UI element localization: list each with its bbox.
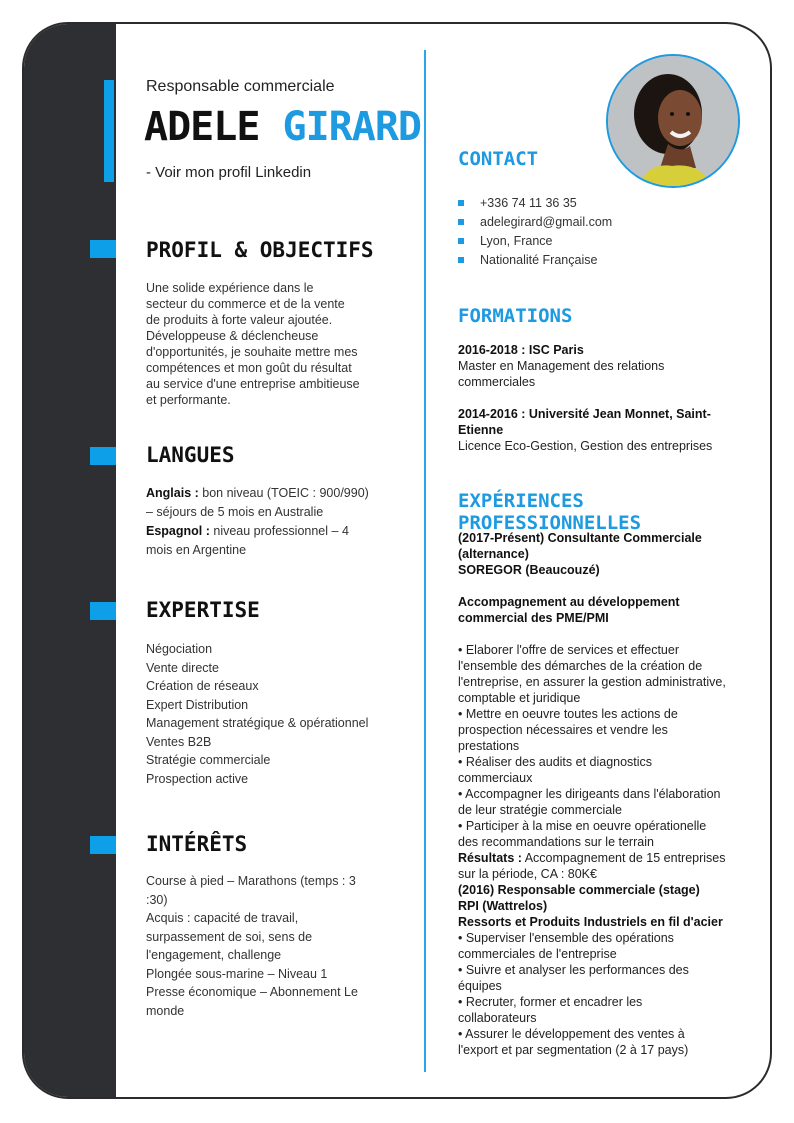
experience-line: • Réaliser des audits et diagnostics bbox=[458, 755, 653, 769]
formation-1-line: Master en Management des relations bbox=[458, 359, 665, 373]
espagnol-text-2: mois en Argentine bbox=[146, 543, 247, 557]
expertise-item: Création de réseaux bbox=[146, 679, 259, 693]
langues-marker bbox=[90, 447, 116, 465]
experience-2 bbox=[458, 882, 748, 1058]
anglais-line bbox=[146, 484, 378, 503]
profil-line: au service d'une entreprise ambitieuse bbox=[146, 377, 360, 391]
espagnol-label: Espagnol : bbox=[146, 524, 210, 538]
espagnol-line bbox=[146, 522, 378, 541]
experience-line: • Mettre en oeuvre toutes les actions de bbox=[458, 707, 678, 721]
anglais-text: bon niveau (TOEIC : 900/990) bbox=[198, 486, 369, 500]
resultats-label: Résultats : bbox=[458, 851, 522, 865]
profil-marker bbox=[90, 240, 116, 258]
experience-line: • Recruter, former et encadrer les bbox=[458, 995, 643, 1009]
experience-line bbox=[458, 578, 748, 594]
experience-line bbox=[458, 626, 748, 642]
expertise-item: Stratégie commerciale bbox=[146, 753, 271, 767]
anglais-text-2: – séjours de 5 mois en Australie bbox=[146, 505, 324, 519]
expertise-item: Prospection active bbox=[146, 771, 249, 786]
linkedin-link[interactable]: - Voir mon profil Linkedin bbox=[146, 164, 312, 181]
experience-line: l'entreprise, en assurer la gestion administrative, bbox=[458, 675, 726, 689]
formation-1 bbox=[458, 342, 748, 390]
contact-nationality-text: Nationalité Française bbox=[480, 253, 598, 267]
contact-phone[interactable] bbox=[456, 194, 612, 213]
interets-line: Acquis : capacité de travail, bbox=[146, 911, 299, 925]
profil-line: compétences et mon goût du résultat bbox=[146, 361, 352, 375]
anglais-label: Anglais : bbox=[146, 486, 199, 500]
interets-marker bbox=[90, 836, 116, 854]
last-name: GIRARD bbox=[282, 104, 422, 150]
contact-city bbox=[456, 232, 612, 251]
formations-heading: FORMATIONS bbox=[458, 305, 573, 327]
expertise-item: Ventes B2B bbox=[146, 734, 212, 749]
first-name: ADELE bbox=[144, 104, 260, 150]
interets-line: Course à pied – Marathons (temps : 3 bbox=[146, 874, 356, 888]
profil-text bbox=[146, 280, 378, 408]
experiences-block bbox=[458, 530, 748, 1058]
espagnol-text: niveau professionnel – 4 bbox=[209, 524, 349, 538]
resultats-line-2: sur la période, CA : 80K€ bbox=[458, 867, 597, 881]
experience-line: • Elaborer l'offre de services et effectuer bbox=[458, 643, 679, 657]
experience-line: Accompagnement au développement bbox=[458, 595, 680, 609]
langues-heading: LANGUES bbox=[146, 443, 235, 467]
experience-line: prospection nécessaires et vendre les bbox=[458, 723, 668, 737]
experience-line: commercial des PME/PMI bbox=[458, 611, 609, 625]
interets-line: l'engagement, challenge bbox=[146, 948, 282, 962]
left-sidebar bbox=[24, 24, 116, 1097]
profil-line: de produits à forte valeur ajoutée. bbox=[146, 313, 333, 327]
profil-line: secteur du commerce et de la vente bbox=[146, 297, 345, 311]
experience-line: Ressorts et Produits Industriels en fil d'acier bbox=[458, 915, 723, 929]
experience-line: (2017-Présent) Consultante Commerciale bbox=[458, 531, 702, 545]
experience-line: des recommandations sur le terrain bbox=[458, 835, 654, 849]
experience-line: prestations bbox=[458, 739, 520, 753]
contact-email[interactable] bbox=[456, 213, 612, 232]
interets-line: Presse économique – Abonnement Le bbox=[146, 985, 358, 999]
langues-text bbox=[146, 484, 378, 560]
experience-line: RPI (Wattrelos) bbox=[458, 899, 548, 913]
experience-line: (alternance) bbox=[458, 547, 529, 561]
resume-frame bbox=[22, 22, 772, 1099]
expertise-item: Management stratégique & opérationnel bbox=[146, 716, 369, 730]
interets-line: :30) bbox=[146, 892, 168, 907]
interets-line: Plongée sous-marine – Niveau 1 bbox=[146, 966, 328, 981]
contact-phone-text: +336 74 11 36 35 bbox=[480, 196, 577, 210]
experience-line: (2016) Responsable commerciale (stage) bbox=[458, 883, 700, 897]
header-accent-bar bbox=[104, 80, 114, 182]
experience-line: SOREGOR (Beaucouzé) bbox=[458, 563, 600, 577]
experience-line: comptable et juridique bbox=[458, 691, 581, 705]
contact-list bbox=[456, 194, 612, 270]
profil-line: et performante. bbox=[146, 393, 231, 407]
profil-line: Une solide expérience dans le bbox=[146, 281, 314, 295]
experience-line: collaborateurs bbox=[458, 1011, 537, 1025]
expertise-item: Négociation bbox=[146, 642, 213, 656]
expertise-heading: EXPERTISE bbox=[146, 598, 260, 622]
experience-line: l'export et par segmentation (2 à 17 pays) bbox=[458, 1043, 689, 1057]
profil-heading: PROFIL & OBJECTIFS bbox=[146, 238, 374, 262]
experience-line: commerciales de l'entreprise bbox=[458, 947, 617, 961]
expertise-item: Vente directe bbox=[146, 660, 219, 675]
profil-line: d'opportunités, je souhaite mettre mes bbox=[146, 345, 358, 359]
interets-list bbox=[146, 872, 358, 1020]
bullet-square-icon bbox=[458, 219, 464, 225]
resultats-line bbox=[458, 850, 748, 866]
resultats-text: Accompagnement de 15 entreprises bbox=[521, 851, 726, 865]
experience-line: de leur stratégie commerciale bbox=[458, 803, 622, 817]
formation-2-title: 2014-2016 : Université Jean Monnet, Saint- bbox=[458, 407, 711, 421]
experience-line: équipes bbox=[458, 979, 502, 993]
experience-1 bbox=[458, 530, 748, 850]
expertise-list bbox=[146, 640, 368, 788]
formation-2 bbox=[458, 406, 748, 454]
formation-2-title: Etienne bbox=[458, 423, 504, 437]
contact-city-text: Lyon, France bbox=[480, 234, 553, 248]
portrait-illustration bbox=[608, 56, 738, 186]
full-name bbox=[144, 104, 421, 150]
experience-line: • Superviser l'ensemble des opérations bbox=[458, 931, 674, 945]
contact-email-text: adelegirard@gmail.com bbox=[480, 215, 613, 229]
experience-line: • Participer à la mise en oeuvre opérationelle bbox=[458, 819, 707, 833]
bullet-square-icon bbox=[458, 200, 464, 206]
bullet-square-icon bbox=[458, 238, 464, 244]
experience-line: l'ensemble des démarches de la création de bbox=[458, 659, 703, 673]
experience-line: • Suivre et analyser les performances des bbox=[458, 963, 689, 977]
formation-2-line: Licence Eco-Gestion, Gestion des entreprises bbox=[458, 439, 713, 453]
experience-line: commerciaux bbox=[458, 771, 533, 785]
contact-heading: CONTACT bbox=[458, 148, 539, 170]
formation-1-title: 2016-2018 : ISC Paris bbox=[458, 343, 584, 357]
contact-nationality bbox=[456, 251, 612, 270]
expertise-marker bbox=[90, 602, 116, 620]
job-title: Responsable commerciale bbox=[146, 78, 335, 95]
expertise-item: Expert Distribution bbox=[146, 697, 249, 712]
interets-heading: INTÉRÊTS bbox=[146, 832, 248, 856]
experience-line: • Assurer le développement des ventes à bbox=[458, 1027, 685, 1041]
profil-line: Développeuse & déclencheuse bbox=[146, 329, 319, 343]
formation-1-line: commerciales bbox=[458, 375, 536, 389]
interets-line: surpassement de soi, sens de bbox=[146, 929, 313, 944]
column-divider bbox=[424, 50, 426, 1072]
experiences-heading: EXPÉRIENCES PROFESSIONNELLES bbox=[458, 490, 642, 534]
interets-line: monde bbox=[146, 1003, 185, 1018]
profile-photo bbox=[606, 54, 740, 188]
bullet-square-icon bbox=[458, 257, 464, 263]
experience-line: • Accompagner les dirigeants dans l'élaboration bbox=[458, 787, 721, 801]
